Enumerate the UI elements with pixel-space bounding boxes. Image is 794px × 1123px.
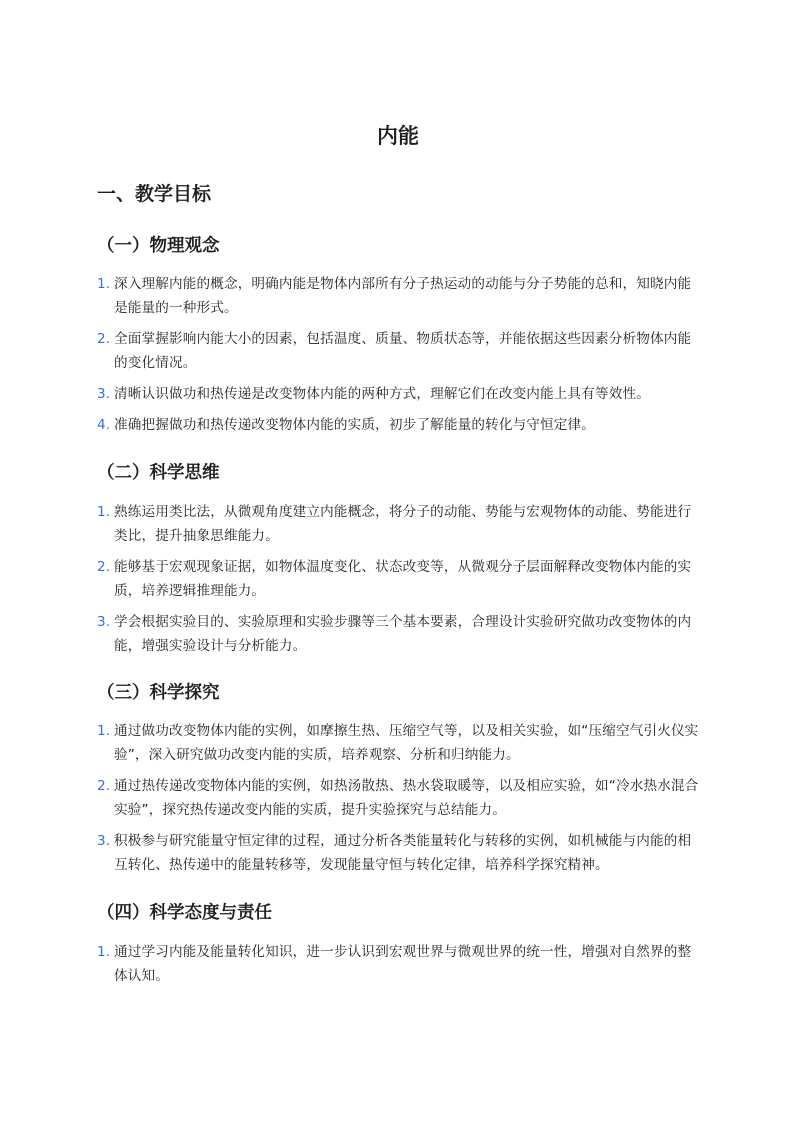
subsection-heading-scientific-inquiry: （三）科学探究 xyxy=(97,683,220,703)
list-item-text: 全面掌握影响内能大小的因素，包括温度、质量、物质状态等，并能依据这些因素分析物体内能的变化情况。 xyxy=(114,331,692,371)
list-item xyxy=(97,829,699,877)
list-item xyxy=(97,555,699,603)
list-number: 3. xyxy=(97,833,111,849)
list-number: 1. xyxy=(97,723,111,739)
list-item-text: 准确把握做功和热传递改变物体内能的实质，初步了解能量的转化与守恒定律。 xyxy=(114,417,596,433)
page-title: 内能 xyxy=(377,124,419,148)
list-item xyxy=(97,272,699,320)
list-number: 1. xyxy=(97,944,111,960)
list-item-text: 能够基于宏观现象证据，如物体温度变化、状态改变等，从微观分子层面解释改变物体内能的实质，培养逻辑推理能力。 xyxy=(114,559,692,599)
list-item-text: 通过热传递改变物体内能的实例，如热汤散热、热水袋取暖等，以及相应实验，如“冷水热水混合实验”，探究热传递改变内能的实质，提升实验探究与总结能力。 xyxy=(114,778,699,818)
list-item-text: 深入理解内能的概念，明确内能是物体内部所有分子热运动的动能与分子势能的总和，知晓内能是能量的一种形式。 xyxy=(114,276,692,316)
list-number: 1. xyxy=(97,276,111,292)
list-item xyxy=(97,382,699,406)
list-number: 3. xyxy=(97,386,111,402)
list-item xyxy=(97,940,699,988)
list-number: 1. xyxy=(97,504,111,520)
list-item xyxy=(97,500,699,548)
list-item-text: 熟练运用类比法，从微观角度建立内能概念，将分子的动能、势能与宏观物体的动能、势能进行类比，提升抽象思维能力。 xyxy=(114,504,692,544)
list-number: 2. xyxy=(97,559,111,575)
subsection-heading-attitude-responsibility: （四）科学态度与责任 xyxy=(97,903,272,923)
list-item-text: 学会根据实验目的、实验原理和实验步骤等三个基本要素，合理设计实验研究做功改变物体的内能，增强实验设计与分析能力。 xyxy=(114,614,692,654)
list-item-text: 积极参与研究能量守恒定律的过程，通过分析各类能量转化与转移的实例，如机械能与内能的相互转化、热传递中的能量转移等，发现能量守恒与转化定律，培养科学探究精神。 xyxy=(114,833,692,873)
list-item xyxy=(97,413,699,437)
list-item-text: 清晰认识做功和热传递是改变物体内能的两种方式，理解它们在改变内能上具有等效性。 xyxy=(114,386,651,402)
scientific-inquiry-list xyxy=(97,719,699,884)
list-item xyxy=(97,719,699,767)
list-number: 3. xyxy=(97,614,111,630)
attitude-responsibility-list xyxy=(97,940,699,995)
list-item xyxy=(97,327,699,375)
list-item xyxy=(97,774,699,822)
physics-concepts-list xyxy=(97,272,699,444)
scientific-thinking-list xyxy=(97,500,699,665)
section-heading-teaching-goals: 一、教学目标 xyxy=(97,183,212,205)
list-number: 4. xyxy=(97,417,111,433)
list-item-text: 通过做功改变物体内能的实例，如摩擦生热、压缩空气等，以及相关实验，如“压缩空气引火仪实验”，深入研究做功改变内能的实质，培养观察、分析和归纳能力。 xyxy=(114,723,699,763)
subsection-heading-scientific-thinking: （二）科学思维 xyxy=(97,463,220,483)
list-number: 2. xyxy=(97,331,111,347)
list-number: 2. xyxy=(97,778,111,794)
subsection-heading-physics-concepts: （一）物理观念 xyxy=(97,236,220,256)
list-item xyxy=(97,610,699,658)
list-item-text: 通过学习内能及能量转化知识，进一步认识到宏观世界与微观世界的统一性，增强对自然界的整体认知。 xyxy=(114,944,692,984)
